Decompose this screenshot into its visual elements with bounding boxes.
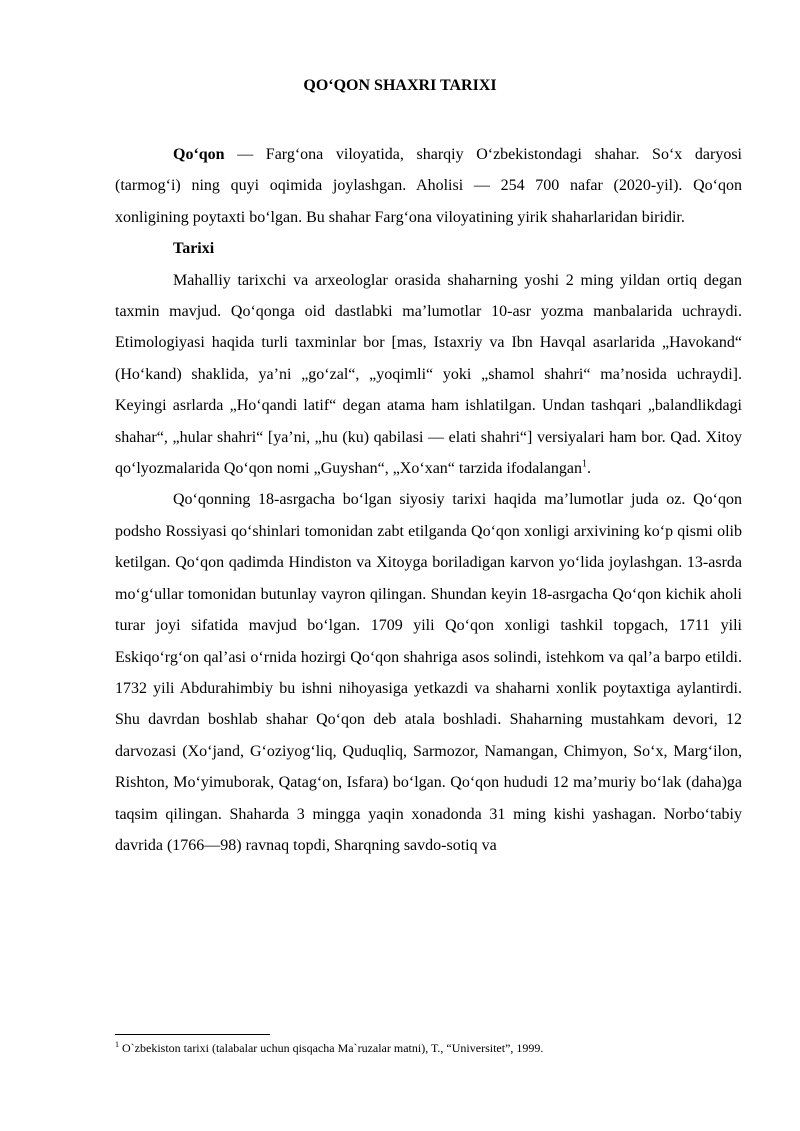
history-paragraph-1-end: . (586, 460, 591, 478)
document-body (115, 139, 742, 861)
page-title: QO‘QON SHAXRI TARIXI (303, 77, 497, 94)
footnote-reference[interactable]: 1 (581, 458, 587, 470)
history-paragraph-1-text: Mahalliy tarixchi va arxeologlar orasida shaharning yoshi 2 ming yildan ortiq degan taxmin mavjud. Qo‘qonga oid dastlabki ma’lumotlar 10-asr yozma manbalarida uchraydi. Etimologiyasi haqida turli taxminlar bor [mas, Istaxriy va Ibn Havqal asarlarida „Havokand“ (Ho‘kand) shaklida, ya’ni „go‘zal“, „yoqimli“ yoki „shamol shahri“ ma’nosida uchraydi]. Keyingi asrlarda „Ho‘qandi latif“ degan atama ham ishlatilgan. Undan tashqari „balandlikdagi shahar“, „hular shahri“ [ya’ni, „hu (ku) qabilasi — elati shahri“] versiyalari ham bor. Qad. Xitoy qo‘lyozmalarida Qo‘qon nomi „Guyshan“, „Xo‘xan“ tarzida ifodalangan (115, 271, 742, 478)
section-heading: Tarixi (173, 240, 215, 258)
footnote-mark: 1 (115, 1040, 119, 1049)
intro-text: — Farg‘ona viloyatida, sharqiy O‘zbekistondagi shahar. So‘x daryosi (tarmog‘i) ning quyi oqimida joylashgan. Aholisi — 254 700 nafar (2020-yil). Qo‘qon xonligining poytaxti bo‘lgan. Bu shahar Farg‘ona viloyatining yirik shaharlaridan biridir. (115, 146, 742, 226)
footnote-text: O`zbekiston tarixi (talabalar uchun qisqacha Ma`ruzalar matni), T., “Universitet”, 1999. (119, 1041, 544, 1055)
history-paragraph-1 (115, 265, 742, 485)
intro-lead-term: Qo‘qon (173, 146, 225, 163)
intro-paragraph (115, 139, 742, 233)
footnote-divider (115, 1034, 270, 1035)
footnote (115, 1040, 742, 1056)
history-paragraph-2: Qo‘qonning 18-asrgacha bo‘lgan siyosiy tarixi haqida ma’lumotlar juda oz. Qo‘qon podsho Rossiyasi qo‘shinlari tomonidan zabt etilganda Qo‘qon xonligi arxivining ko‘p qismi olib ketilgan. Qo‘qon qadimda Hindiston va Xitoyga boriladigan karvon yo‘lida joylashgan. 13-asrda mo‘g‘ullar tomonidan butunlay vayron qilingan. Shundan keyin 18-asrgacha Qo‘qon kichik aholi turar joyi sifatida mavjud bo‘lgan. 1709 yili Qo‘qon xonligi tashkil topgach, 1711 yili Eskiqo‘rg‘on qal’asi o‘rnida hozirgi Qo‘qon shahriga asos solindi, istehkom va qal’a barpo etildi. 1732 yili Abdurahimbiy bu ishni nihoyasiga yetkazdi va shaharni xonlik poytaxtiga aylantirdi. Shu davrdan boshlab shahar Qo‘qon deb atala boshladi. Shaharning mustahkam devori, 12 darvozasi (Xo‘jand, G‘oziyog‘liq, Quduqliq, Sarmozor, Namangan, Chimyon, So‘x, Marg‘ilon, Rishton, Mo‘yimuborak, Qatag‘on, Isfara) bo‘lgan. Qo‘qon hududi 12 ma’muriy bo‘lak (daha)ga taqsim qilingan. Shaharda 3 mingga yaqin xonadonda 31 ming kishi yashagan. Norbo‘tabiy davrida (1766—98) ravnaq topdi, Sharqning savdo-sotiq va (115, 491, 742, 854)
